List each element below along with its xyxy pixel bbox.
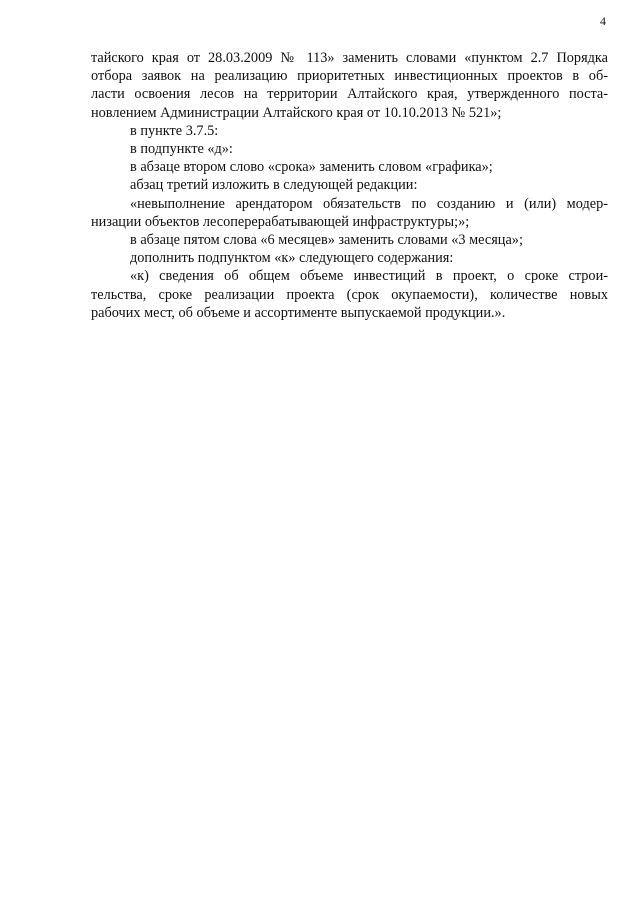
text-line: в абзаце втором слово «срока» заменить словом «графика»; xyxy=(130,159,493,176)
text-line: в абзаце пятом слова «6 месяцев» заменить словами «3 месяца»; xyxy=(130,232,523,249)
document-body xyxy=(91,49,608,322)
text-line: рабочих мест, об объеме и ассортименте выпускаемой продукции.». xyxy=(91,304,506,321)
text-line: тайского края от 28.03.2009 № 113» заменить словами «пунктом 2.7 Порядка xyxy=(91,50,608,66)
text-line: новлением Администрации Алтайского края от 10.10.2013 № 521»; xyxy=(91,104,502,121)
text-line: «к) сведения об общем объеме инвестиций в проект, о сроке строи- xyxy=(130,268,608,285)
text-line: в пункте 3.7.5: xyxy=(130,122,219,139)
text-line: тельства, сроке реализации проекта (срок окупаемости), количестве новых xyxy=(91,286,608,303)
text-line: отбора заявок на реализацию приоритетных инвестиционных проектов в об- xyxy=(91,68,608,85)
text-line: ласти освоения лесов на территории Алтайского края, утвержденного поста- xyxy=(91,86,608,103)
page-number: 4 xyxy=(600,14,606,28)
text-line: абзац третий изложить в следующей редакции: xyxy=(130,177,418,194)
text-line: низации объектов лесоперерабатывающей инфраструктуры;»; xyxy=(91,213,470,230)
text-line: «невыполнение арендатором обязательств по созданию и (или) модер- xyxy=(130,195,608,212)
text-line: в подпункте «д»: xyxy=(130,141,233,158)
text-line: дополнить подпунктом «к» следующего содержания: xyxy=(130,250,454,267)
